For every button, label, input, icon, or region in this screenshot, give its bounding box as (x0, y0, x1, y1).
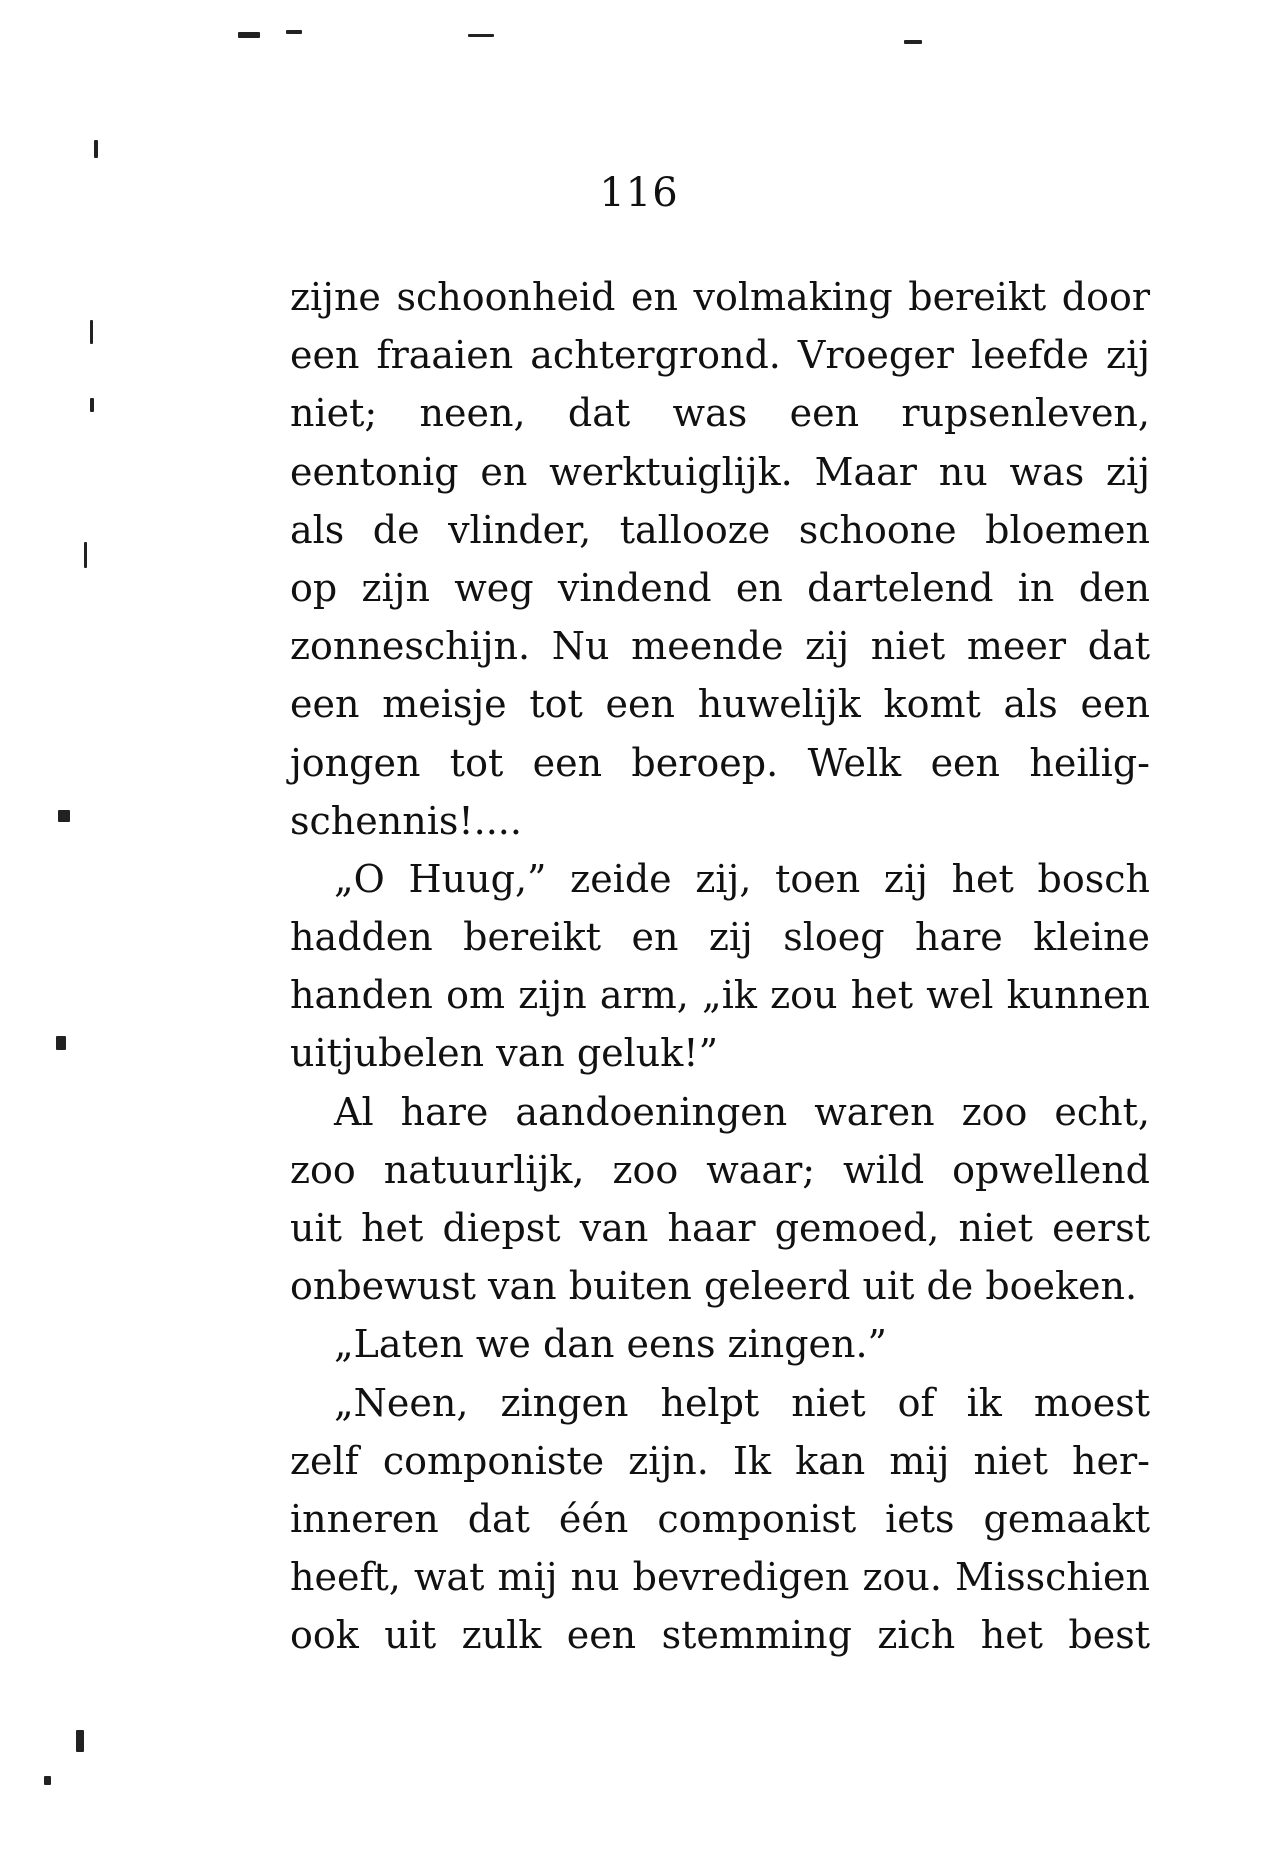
scan-speck (90, 398, 94, 412)
scan-speck (238, 32, 260, 38)
text-line-9: jongen tot een beroep. Welk een heilig- (290, 740, 1150, 785)
text-line-7: zonneschijn. Nu meende zij niet meer dat (290, 624, 1150, 669)
text-line-24: ook uit zulk een stemming zich het best (290, 1613, 1150, 1658)
text-line-11: „O Huug,” zeide zij, toen zij het bosch (334, 856, 1150, 901)
text-line-23: heeft, wat mij nu bevredigen zou. Misschien (290, 1555, 1150, 1600)
scan-speck (468, 34, 494, 37)
scan-speck (904, 40, 922, 44)
text-line-22: inneren dat één componist iets gemaakt (290, 1496, 1150, 1541)
text-line-6: op zijn weg vindend en dartelend in den (290, 565, 1150, 610)
text-line-19: „Laten we dan eens zingen.” (334, 1322, 887, 1367)
scan-speck (76, 1730, 84, 1752)
text-line-16: zoo natuurlijk, zoo waar; wild opwellend (290, 1147, 1150, 1192)
scan-speck (56, 1036, 66, 1050)
page-number: 116 (599, 170, 679, 216)
text-line-10: schennis!.... (290, 798, 522, 843)
text-line-21: zelf componiste zijn. Ik kan mij niet her- (290, 1438, 1150, 1483)
text-line-1: zijne schoonheid en volmaking bereikt door (290, 275, 1150, 319)
text-line-13: handen om zijn arm, „ik zou het wel kunnen (290, 973, 1150, 1018)
text-line-14: uitjubelen van geluk!” (290, 1031, 719, 1076)
scan-speck (58, 810, 70, 822)
text-line-18: onbewust van buiten geleerd uit de boeken. (290, 1264, 1138, 1309)
text-line-20: „Neen, zingen helpt niet of ik moest (334, 1380, 1150, 1425)
scan-speck (84, 542, 87, 568)
text-line-4: eentonig en werktuiglijk. Maar nu was zij (290, 449, 1150, 494)
text-line-15: Al hare aandoeningen waren zoo echt, (334, 1089, 1150, 1134)
text-line-2: een fraaien achtergrond. Vroeger leefde zij (290, 333, 1150, 378)
scan-speck (286, 30, 302, 34)
text-line-5: als de vlinder, tallooze schoone bloemen (290, 507, 1150, 552)
scan-speck (44, 1776, 51, 1785)
text-line-3: niet; neen, dat was een rupsenleven, (290, 391, 1150, 436)
body-text (290, 268, 1150, 1665)
text-line-8: een meisje tot een huwelijk komt als een (290, 682, 1150, 727)
text-line-12: hadden bereikt en zij sloeg hare kleine (290, 915, 1150, 960)
text-line-17: uit het diepst van haar gemoed, niet eerst (290, 1206, 1150, 1250)
scan-speck (90, 320, 93, 344)
scan-speck (94, 140, 98, 158)
